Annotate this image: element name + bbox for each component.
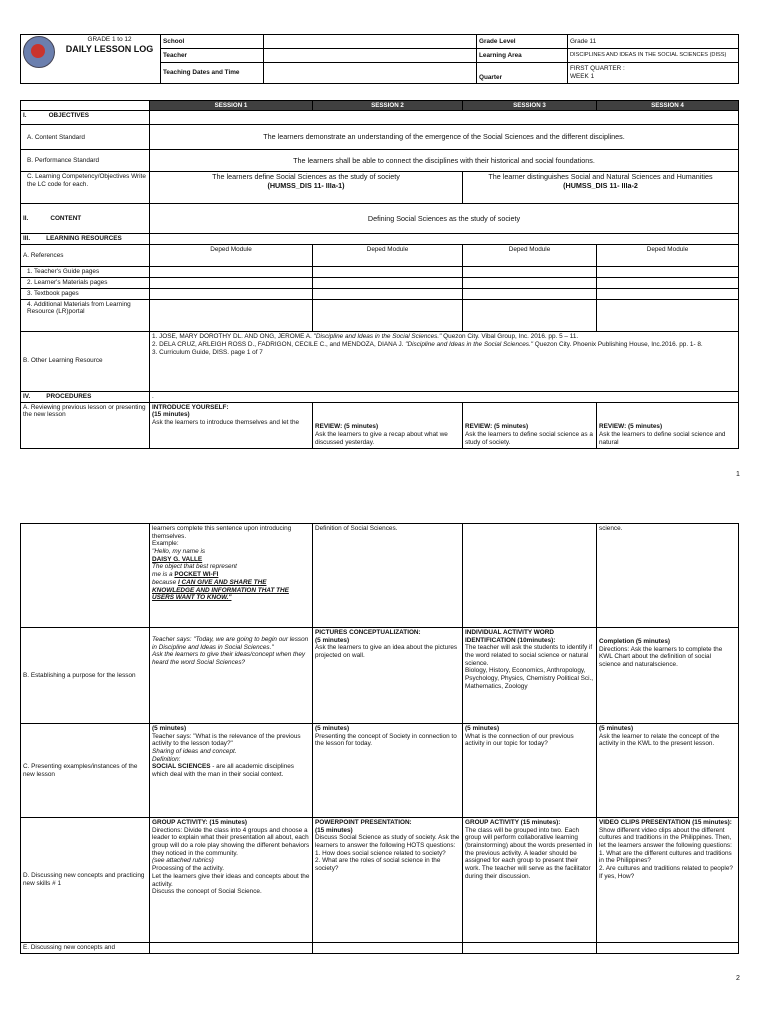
b4-text2: science and naturalscience. xyxy=(599,661,678,669)
tb-s3 xyxy=(463,288,597,299)
tg-s4 xyxy=(597,267,739,278)
a3-text: Ask the learners to define social science as a study of society. xyxy=(465,431,593,446)
c1-sharing: Sharing of ideas and concept. xyxy=(152,748,237,756)
procedure-a-s2 xyxy=(313,402,463,448)
school-value xyxy=(264,35,477,49)
session-2-header: SESSION 2 xyxy=(313,101,463,111)
add-s2 xyxy=(313,299,463,331)
procedure-d-s2 xyxy=(313,818,463,943)
content-title: CONTENT xyxy=(50,215,82,223)
cont-because: because xyxy=(152,578,178,586)
a1-text: Ask the learners to introduce themselves and let the xyxy=(152,418,300,426)
procedure-c-s4 xyxy=(597,724,739,818)
resources-blank xyxy=(150,234,739,245)
d1-text: Directions: Divide the class into 4 groups and choose a leader to explain what their presentation all about, each group will do a role play showing the different behaviors they noticed in the community. xyxy=(152,826,310,857)
procedure-d-label: D. Discussing new concepts and practicing new skills # 1 xyxy=(21,818,150,943)
performance-standard-label: B. Performance Standard xyxy=(21,150,150,172)
d2-title: POWERPOINT PRESENTATION: xyxy=(315,819,412,826)
competency-1-text: The learners define Social Sciences as the study of society xyxy=(212,172,400,182)
procedure-a-s4 xyxy=(597,402,739,448)
ref1-title: "Discipline and Ideas in the Social Sciences." xyxy=(313,332,442,340)
b2-min: (5 minutes) xyxy=(315,636,350,644)
d2-q1: 1. How does social science related to society? xyxy=(315,849,446,857)
b3-list: Biology, History, Economics, Anthropology, Psychology, Physics, Chemistry Political Sci., Mathematics, Zoology xyxy=(465,667,594,690)
a1-min: (15 minutes) xyxy=(152,411,190,419)
procedure-d-s4 xyxy=(597,818,739,943)
cont-label xyxy=(21,524,150,628)
procedure-a-s3 xyxy=(463,402,597,448)
c1-says: Teacher says: "What is the relevance of the previous activity to the lesson today?" xyxy=(152,732,301,748)
competency-1 xyxy=(150,172,463,204)
ref2-authors: 2. DELA CRUZ, ARLEIGH ROSS D., FADRIGON, CECILE C., and MENDOZA, DIANA J. xyxy=(152,340,406,348)
d1-title: GROUP ACTIVITY: (15 minutes) xyxy=(152,819,248,826)
learning-area-label: Learning Area xyxy=(477,49,568,63)
d4-q2: 2. Are cultures and traditions related to people? If yes, How? xyxy=(599,865,733,880)
module-s3: Deped Module xyxy=(463,245,597,267)
tg-label: 1. Teacher's Guide pages xyxy=(21,267,150,278)
c1-def: Definition: xyxy=(152,755,181,763)
c4-min: (5 minutes) xyxy=(599,725,634,732)
d4-q1: 1. What are the different cultures and traditions in the Philippines? xyxy=(599,849,732,865)
procedure-c-s3 xyxy=(463,724,597,818)
tb-s2 xyxy=(313,288,463,299)
objectives-title: OBJECTIVES xyxy=(48,112,90,120)
other-resource-label: B. Other Learning Resource xyxy=(21,331,150,391)
competency-2-code: (HUMSS_DIS 11- IIIa-2 xyxy=(563,181,638,191)
content-num: II. xyxy=(23,215,29,223)
learning-area-value: DISCIPLINES AND IDEAS IN THE SOCIAL SCIENCES (DISS) xyxy=(568,49,739,63)
tg-s3 xyxy=(463,267,597,278)
add-s3 xyxy=(463,299,597,331)
b1-ask: Ask the learners to give their ideas/concept when they heard the word Social Sciences? xyxy=(152,651,306,667)
d1-rubrics: (see attached rubrics) xyxy=(152,857,214,865)
cont-wifi: POCKET WI-FI xyxy=(174,571,219,579)
lm-s2 xyxy=(313,278,463,289)
b4-title: Completion (5 minutes) xyxy=(599,638,671,645)
competency-1-code: (HUMSS_DIS 11- IIIa-1) xyxy=(267,181,345,191)
b2-text: Ask the learners to give an idea about the pictures projected on wall. xyxy=(315,644,458,660)
procedure-c-label: C. Presenting examples/instances of the new lesson xyxy=(21,724,150,818)
lesson-table-page2 xyxy=(20,523,739,954)
quarter-value-line1: FIRST QUARTER : xyxy=(570,65,625,73)
grade-range: GRADE 1 to 12 xyxy=(87,36,132,43)
procedure-c-s1 xyxy=(150,724,313,818)
module-s2: Deped Module xyxy=(313,245,463,267)
d1-text4: Discuss the concept of Social Science. xyxy=(152,888,262,896)
procedure-b-label: B. Establishing a purpose for the lesson xyxy=(21,628,150,724)
ref2-title: "Discipline and Ideas in the Social Sciences." xyxy=(405,340,534,348)
additional-materials-label: 4. Additional Materials from Learning Resource (LR)portal xyxy=(21,299,150,331)
lesson-table-page1 xyxy=(20,100,739,449)
session-4-header: SESSION 4 xyxy=(597,101,739,111)
tb-s4 xyxy=(597,288,739,299)
content-standard-value: The learners demonstrate an understanding of the emergence of the Social Sciences and the different disciplines. xyxy=(150,125,739,150)
procedures-dot: . xyxy=(150,391,739,402)
b4-text: Directions: Ask the learners to complete the KWL Chart about the definition of social xyxy=(599,645,723,661)
cont-s1 xyxy=(150,524,313,628)
d1-text2: Processing of the activity. xyxy=(152,865,224,873)
competency-2 xyxy=(463,172,739,204)
procedure-e-s2 xyxy=(313,943,463,954)
session-1-header: SESSION 1 xyxy=(150,101,313,111)
competency-2-text: The learner distinguishes Social and Natural Sciences and Humanities xyxy=(488,172,713,182)
procedure-a-s1 xyxy=(150,402,313,448)
procedure-d-s3 xyxy=(463,818,597,943)
procedure-e-s1 xyxy=(150,943,313,954)
dates-label: Teaching Dates and Time xyxy=(161,63,264,84)
ref1-pub: Quezon City. Vibal Group, Inc. 2016. pp. 5 – 11. xyxy=(441,332,579,340)
d3-title: GROUP ACTIVITY (15 minutes): xyxy=(465,819,561,826)
procedure-e-label: E. Discussing new concepts and xyxy=(21,943,150,954)
quarter-value xyxy=(568,63,739,84)
header-table xyxy=(20,34,739,84)
procedure-b-s3 xyxy=(463,628,597,724)
c4-text: Ask the learner to relate the concept of the activity in the KWL to the present lesson. xyxy=(599,732,720,748)
session-corner xyxy=(21,101,150,111)
content-value: Defining Social Sciences as the study of society xyxy=(150,204,739,234)
objectives-blank xyxy=(150,111,739,125)
lm-label: 2. Learner's Materials pages xyxy=(21,278,150,289)
procedures-title: PROCEDURES xyxy=(46,392,92,400)
ref1-authors: 1. JOSE, MARY DOROTHY DL. AND ONG, JEROME A. xyxy=(152,332,314,340)
tg-s2 xyxy=(313,267,463,278)
a1-title: INTRODUCE YOURSELF: xyxy=(152,403,229,411)
cont-reason: I CAN GIVE AND SHARE THE KNOWLEDGE AND INFORMATION THAT THE USERS WANT TO KNOW." xyxy=(152,578,289,602)
school-label: School xyxy=(161,35,264,49)
c1-ss-text: - are all academic disciplines which deal with the man in their social context. xyxy=(152,763,294,779)
objectives-num: I. xyxy=(23,112,27,120)
a4-text: Ask the learners to define social science and natural xyxy=(599,431,726,446)
a4-title: REVIEW: (5 minutes) xyxy=(599,423,663,431)
page-2-number: 2 xyxy=(736,975,740,982)
cont-s3 xyxy=(463,524,597,628)
competency-label: C. Learning Competency/Objectives Write the LC code for each. xyxy=(21,172,150,204)
log-title: DAILY LESSON LOG xyxy=(65,43,154,54)
c2-min: (5 minutes) xyxy=(315,725,350,732)
session-3-header: SESSION 3 xyxy=(463,101,597,111)
quarter-value-line2: WEEK 1 xyxy=(570,73,595,80)
module-s4: Deped Module xyxy=(597,245,739,267)
procedure-e-s4 xyxy=(597,943,739,954)
b3-title: INDIVIDUAL ACTIVITY WORD IDENTIFICATION (10minutes): xyxy=(465,629,556,644)
d2-text: Discuss Social Science as study of society. Ask the learners to answer the following HOTS questions: xyxy=(315,834,460,850)
reference-2 xyxy=(152,341,736,349)
procedure-b-s4 xyxy=(597,628,739,724)
c1-min: (5 minutes) xyxy=(152,725,187,732)
cont-example: Example: xyxy=(152,540,179,548)
d2-q2: 2. What are the roles of social science in the society? xyxy=(315,857,441,873)
cont-because-line xyxy=(152,579,310,602)
procedure-b-s1 xyxy=(150,628,313,724)
d4-title: VIDEO CLIPS PRESENTATION (15 minutes): xyxy=(599,819,732,826)
grade-level-value: Grade 11 xyxy=(568,35,739,49)
cont-name: DAISY G. VALLE xyxy=(152,555,203,563)
grade-level-label: Grade Level xyxy=(477,35,568,49)
c2-text: Presenting the concept of Society in connection to the lesson for today. xyxy=(315,732,457,748)
cont-object: The object that best represent xyxy=(152,563,237,571)
objectives-heading xyxy=(21,111,150,125)
d4-text: Show different video clips about the different cultures and traditions in the Philippines. Then, let the learners answer the following questions: xyxy=(599,826,732,850)
cont-s2: Definition of Social Sciences. xyxy=(313,524,463,628)
d2-min: (15 minutes) xyxy=(315,826,353,834)
reference-1 xyxy=(152,333,736,341)
content-heading xyxy=(21,204,150,234)
quarter-label: Quarter xyxy=(477,63,568,84)
deped-seal-logo xyxy=(23,36,55,68)
references-label: A. References xyxy=(21,245,150,267)
cont-s4: science. xyxy=(597,524,739,628)
tg-s1 xyxy=(150,267,313,278)
lm-s3 xyxy=(463,278,597,289)
c3-text: What is the connection of our previous activity in our topic for today? xyxy=(465,732,574,748)
procedure-c-s2 xyxy=(313,724,463,818)
b3-text: The teacher will ask the students to identify if the word related to social science or natural science. xyxy=(465,644,593,667)
add-s1 xyxy=(150,299,313,331)
procedure-b-s2 xyxy=(313,628,463,724)
module-s1: Deped Module xyxy=(150,245,313,267)
a3-title: REVIEW: (5 minutes) xyxy=(465,423,529,431)
performance-standard-value: The learners shall be able to connect the disciplines with their historical and social foundations. xyxy=(150,150,739,172)
c3-min: (5 minutes) xyxy=(465,725,500,732)
ref2-pub: Quezon City. Phoenix Publishing House, Inc.2016. pp. 1- 8. xyxy=(533,340,703,348)
content-standard-label: A. Content Standard xyxy=(21,125,150,150)
other-resource-list xyxy=(150,331,739,391)
resources-title: LEARNING RESOURCES xyxy=(46,235,122,243)
procedure-d-s1 xyxy=(150,818,313,943)
a2-title: REVIEW: (5 minutes) xyxy=(315,423,379,431)
cont-s1-text: learners complete this sentence upon introducing themselves. xyxy=(152,525,292,540)
dates-value xyxy=(264,63,477,84)
lm-s1 xyxy=(150,278,313,289)
c1-ss-line xyxy=(152,763,310,778)
page-1-number: 1 xyxy=(736,471,740,478)
a2-text: Ask the learners to give a recap about what we discussed yesterday. xyxy=(315,431,448,446)
teacher-value xyxy=(264,49,477,63)
d1-text3: Let the learners give their ideas and concepts about the activity. xyxy=(152,872,310,888)
procedure-e-s3 xyxy=(463,943,597,954)
resources-num: III. xyxy=(23,235,31,243)
cont-hello: "Hello, my name is xyxy=(152,548,206,556)
lm-s4 xyxy=(597,278,739,289)
cont-me-line xyxy=(152,571,310,579)
header-title-cell xyxy=(21,35,161,84)
tb-label: 3. Textbook pages xyxy=(21,288,150,299)
resources-heading xyxy=(21,234,150,245)
procedure-a-label: A. Reviewing previous lesson or presenting the new lesson xyxy=(21,402,150,448)
tb-s1 xyxy=(150,288,313,299)
add-s4 xyxy=(597,299,739,331)
procedures-num: IV. xyxy=(23,392,31,400)
c1-ss: SOCIAL SCIENCES xyxy=(152,763,211,771)
cont-me-is: me is a xyxy=(152,571,175,579)
teacher-label: Teacher xyxy=(161,49,264,63)
b1-says: Teacher says: "Today, we are going to begin our lesson in Discipline and Ideas in Social Sciences." xyxy=(152,636,309,651)
d3-text: The class will be grouped into two. Each group will perform collaborative learning (brainstorming) about the words presented in the previous activity. A leader should be assigned for each group to present their work. The teacher will serve as the facilitator during their discussion. xyxy=(465,826,593,880)
procedures-heading xyxy=(21,391,150,402)
reference-3: 3. Curriculum Guide, DISS. page 1 of 7 xyxy=(152,349,263,357)
b2-title: PICTURES CONCEPTUALIZATION: xyxy=(315,629,421,636)
